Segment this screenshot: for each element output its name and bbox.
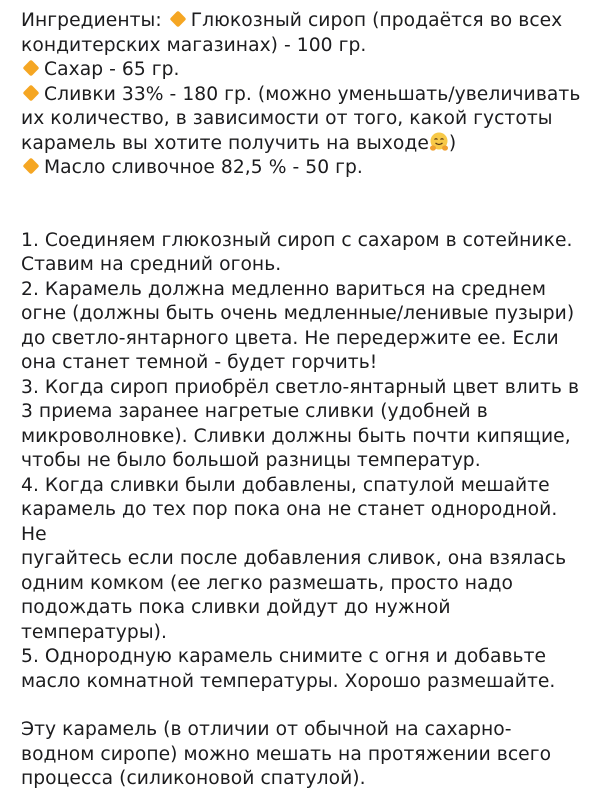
step-line: до светло-янтарного цвета. Не передержите ее. Если <box>21 327 559 349</box>
step-line: 3 приема заранее нагретые сливки (удобней в <box>21 401 488 422</box>
ingredient-line <box>21 83 587 108</box>
note-line: Эту карамель (в отличии от обычной на сахарно- <box>21 719 512 740</box>
step-line: 4. Когда сливки были добавлены, спатулой мешайте <box>21 474 550 496</box>
orange-diamond-icon <box>169 11 186 28</box>
step-line: микроволновке). Сливки должны быть почти кипящие, <box>21 425 571 447</box>
step-line: 1. Соединяем глюкозный сироп с сахаром в сотейнике. <box>21 229 573 251</box>
ingredient-text: кондитерских магазинах) - 100 гр. <box>21 34 367 56</box>
step-line: температуры). <box>21 621 167 643</box>
spacer <box>21 181 587 205</box>
ingredient-text: Глюкозный сироп (продаётся во всех <box>190 10 563 31</box>
ingredients-section <box>21 9 587 181</box>
ingredient-text: карамель вы хотите получить на выходе <box>21 132 429 154</box>
step-line: 5. Однородную карамель снимите с огня и добавьте <box>21 646 547 667</box>
step-line: масло комнатной температуры. Хорошо размешайте. <box>21 670 556 692</box>
step-line: пугайтесь если после добавления сливок, она взялась <box>21 548 567 569</box>
steps-section <box>21 229 587 695</box>
step-line: подождать пока сливки дойдут до нужной <box>21 597 451 618</box>
note-line: процесса (силиконовой спатулой). <box>21 768 366 789</box>
recipe-text <box>21 9 587 792</box>
ingredients-label: Ингредиенты: <box>21 10 168 31</box>
step-line: 3. Когда сироп приобрёл светло-янтарный цвет влить в <box>21 376 580 398</box>
ingredient-line <box>21 107 587 132</box>
ingredient-line <box>21 9 587 34</box>
ingredient-text: их количество, в зависимости от того, какой густоты <box>21 108 553 129</box>
orange-diamond-icon <box>23 84 40 101</box>
ingredient-text: ) <box>448 132 457 154</box>
ingredient-line <box>21 58 587 83</box>
orange-diamond-icon <box>23 60 40 77</box>
orange-diamond-icon <box>23 158 40 175</box>
ingredient-line <box>21 156 587 181</box>
ingredient-text: Сливки 33% - 180 гр. (можно уменьшать/увеличивать <box>44 83 581 105</box>
hugging-face-emoji-icon <box>429 132 449 152</box>
step-line: одним комком (ее легко размешать, просто надо <box>21 572 513 594</box>
step-line: она станет темной - будет горчить! <box>21 352 378 373</box>
ingredient-line <box>21 34 587 59</box>
ingredient-text: Сахар - 65 гр. <box>44 59 180 80</box>
spacer <box>21 694 587 718</box>
step-line: карамель до тех пор пока она не станет однородной. Не <box>21 499 558 545</box>
ingredient-line <box>21 132 587 157</box>
ingredient-text: Масло сливочное 82,5 % - 50 гр. <box>44 157 363 178</box>
note-section <box>21 718 587 792</box>
step-line: огне (должны быть очень медленные/ленивые пузыри) <box>21 303 575 324</box>
spacer <box>21 205 587 229</box>
step-line: Ставим на средний огонь. <box>21 254 282 275</box>
step-line: чтобы не было большой разницы температур. <box>21 450 481 471</box>
note-line: водном сиропе) можно мешать на протяжении всего <box>21 743 552 765</box>
step-line: 2. Карамель должна медленно вариться на среднем <box>21 278 546 300</box>
